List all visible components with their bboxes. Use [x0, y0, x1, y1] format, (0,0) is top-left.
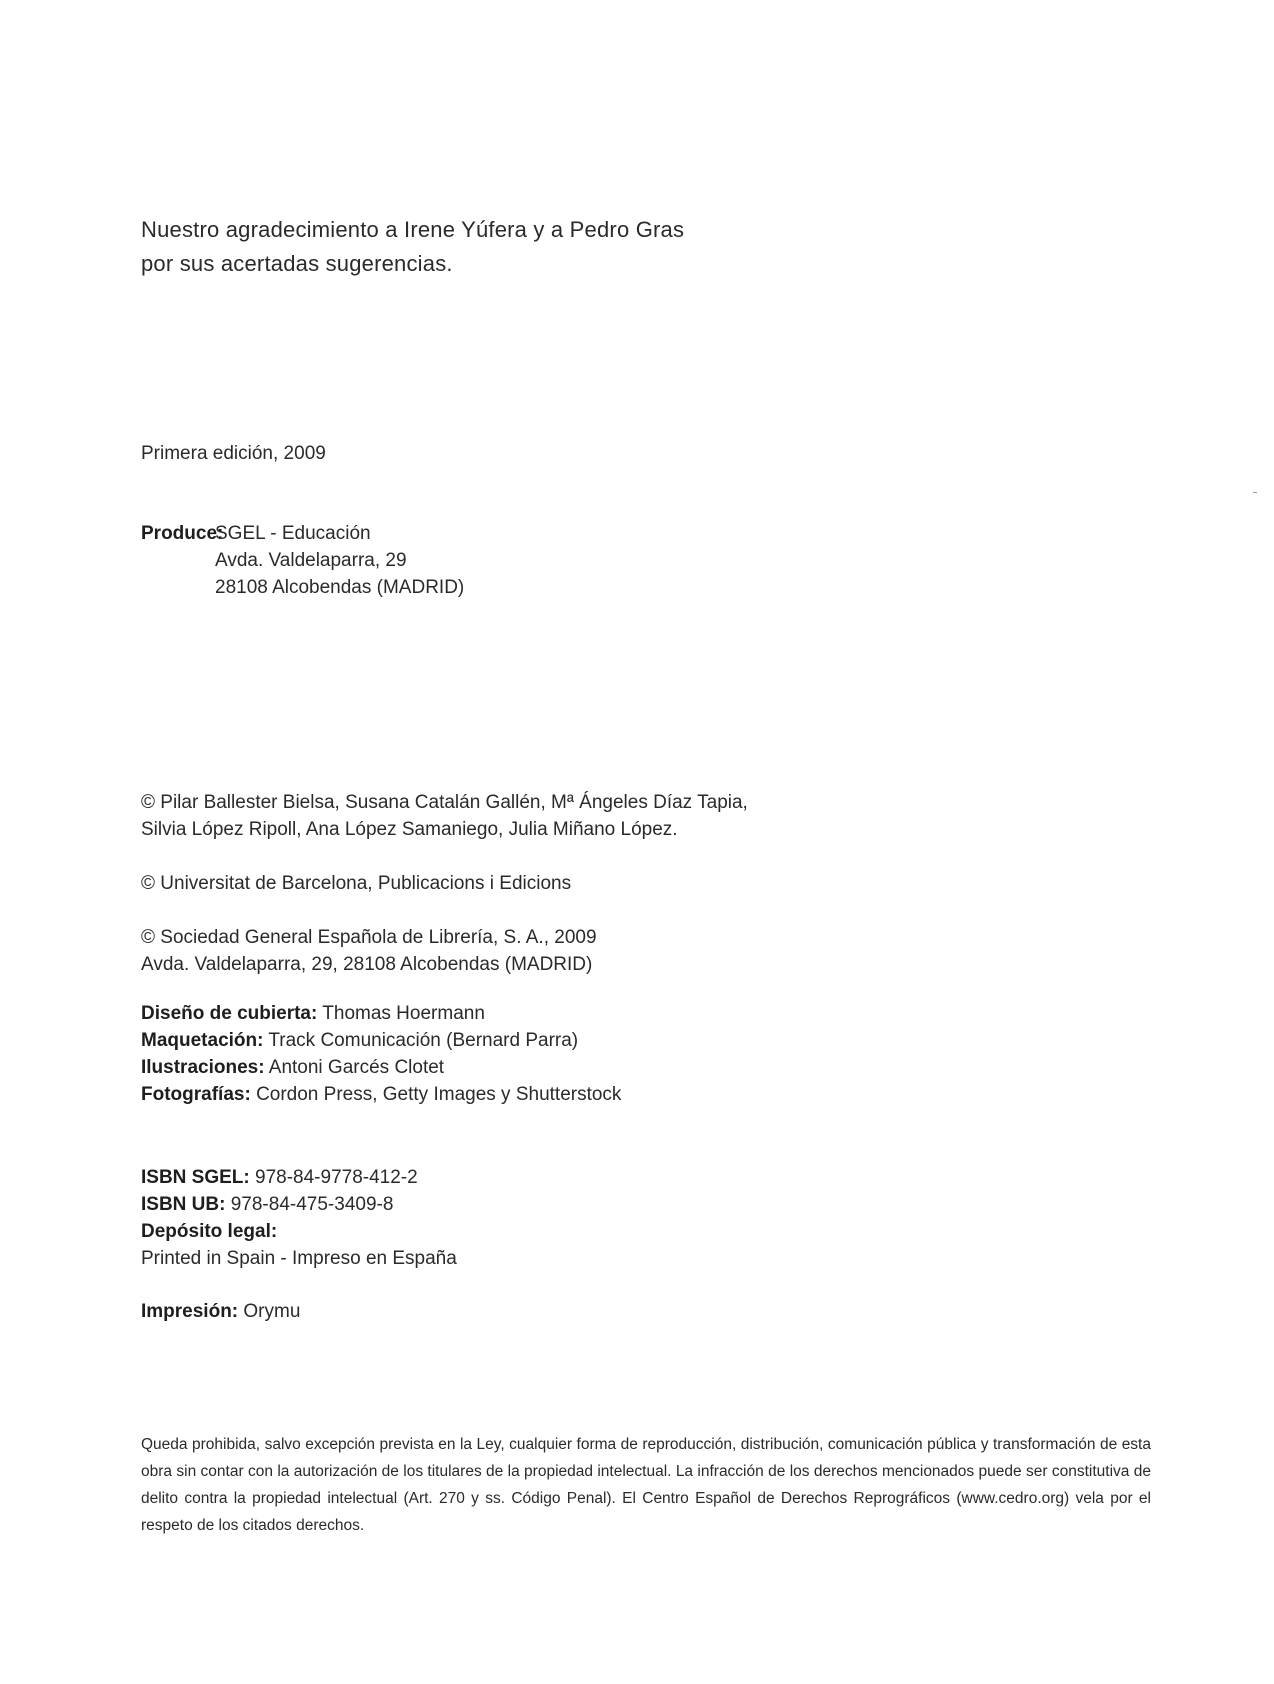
produce-line-2: Avda. Valdelaparra, 29 — [215, 550, 407, 571]
isbn-sgel-value: 978-84-9778-412-2 — [255, 1167, 418, 1188]
credit-label: Ilustraciones: — [141, 1057, 265, 1078]
isbn-ub-label: ISBN UB: — [141, 1194, 226, 1215]
impresion-value: Orymu — [243, 1301, 301, 1322]
producer-info — [141, 520, 464, 601]
credit-photographs — [141, 1081, 621, 1108]
copyright-authors-line-2: Silvia López Ripoll, Ana López Samaniego, Julia Miñano López. — [141, 819, 678, 840]
copyright-sgel-line-1: © Sociedad General Española de Librería, S. A., 2009 — [141, 927, 597, 948]
copyright-ub: © Universitat de Barcelona, Publicacions i Edicions — [141, 873, 572, 894]
printer-info — [141, 1298, 300, 1325]
page-margin-mark — [1253, 492, 1257, 493]
credit-value: Track Comunicación (Bernard Parra) — [268, 1030, 579, 1051]
acknowledgement-line-2: por sus acertadas sugerencias. — [141, 251, 453, 276]
credit-illustrations — [141, 1054, 621, 1081]
credit-label: Maquetación: — [141, 1030, 264, 1051]
credit-value: Cordon Press, Getty Images y Shutterstock — [256, 1084, 622, 1105]
credits-list — [141, 1000, 621, 1108]
deposito-legal — [141, 1218, 457, 1245]
produce-line-1: SGEL - Educación — [215, 523, 371, 544]
copyright-block — [141, 789, 748, 978]
copyright-sgel-line-2: Avda. Valdelaparra, 29, 28108 Alcobendas (MADRID) — [141, 954, 593, 975]
credit-layout — [141, 1027, 621, 1054]
deposito-legal-label: Depósito legal: — [141, 1221, 278, 1242]
isbn-sgel — [141, 1164, 457, 1191]
credit-value: Antoni Garcés Clotet — [268, 1057, 445, 1078]
isbn-ub — [141, 1191, 457, 1218]
legal-notice: Queda prohibida, salvo excepción prevista en la Ley, cualquier forma de reproducción, distribución, comunicación pública y transformación de esta obra sin contar con la autorización de los titulares de la propiedad intelectual. La infracción de los derechos mencionados puede ser constitutiva de delito contra la propiedad intelectual (Art. 270 y ss. Código Penal). El Centro Español de Derechos Reprográficos (www.cedro.org) vela por el respeto de los citados derechos. — [141, 1436, 1151, 1534]
credit-label: Diseño de cubierta: — [141, 1003, 318, 1024]
copyright-authors-line-1: © Pilar Ballester Bielsa, Susana Catalán Gallén, Mª Ángeles Díaz Tapia, — [141, 792, 748, 813]
isbn-ub-value: 978-84-475-3409-8 — [230, 1194, 394, 1215]
isbn-sgel-label: ISBN SGEL: — [141, 1167, 250, 1188]
impresion-label: Impresión: — [141, 1301, 239, 1322]
credit-value: Thomas Hoermann — [322, 1003, 485, 1024]
credit-cover-design — [141, 1000, 621, 1027]
acknowledgement-line-1: Nuestro agradecimiento a Irene Yúfera y a Pedro Gras — [141, 217, 685, 242]
produce-line-3: 28108 Alcobendas (MADRID) — [215, 577, 465, 598]
printed-in: Printed in Spain - Impreso en España — [141, 1248, 457, 1269]
isbn-block — [141, 1164, 457, 1272]
credit-label: Fotografías: — [141, 1084, 251, 1105]
acknowledgement — [141, 213, 684, 281]
produce-label: Produce: — [141, 523, 224, 544]
edition-note: Primera edición, 2009 — [141, 443, 326, 464]
